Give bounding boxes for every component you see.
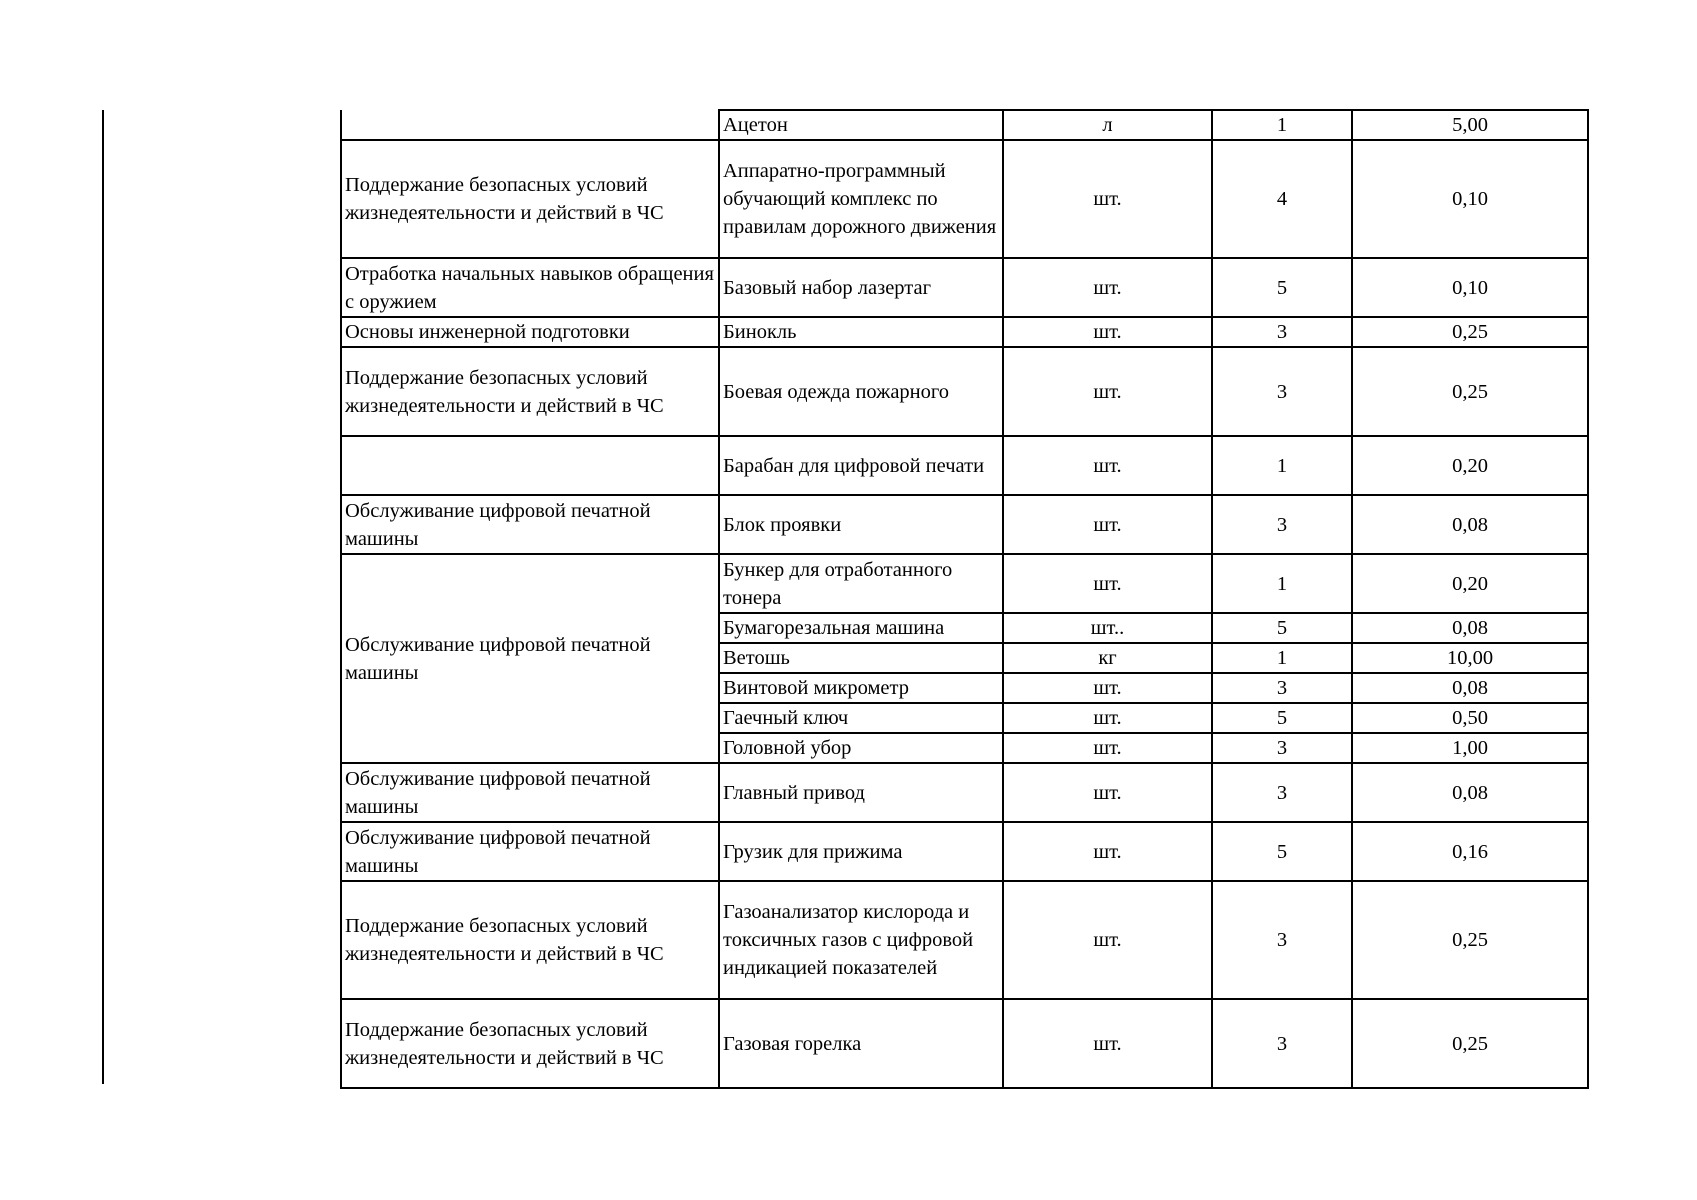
item-cell: Гаечный ключ bbox=[719, 703, 1003, 733]
item-cell: Бункер для отработанного тонера bbox=[719, 554, 1003, 613]
qty-cell: 5 bbox=[1212, 822, 1352, 881]
section-cell bbox=[341, 436, 719, 495]
unit-cell: шт. bbox=[1003, 258, 1212, 317]
unit-cell: шт. bbox=[1003, 763, 1212, 822]
item-cell: Боевая одежда пожарного bbox=[719, 347, 1003, 436]
item-cell: Газовая горелка bbox=[719, 999, 1003, 1088]
unit-cell: шт. bbox=[1003, 495, 1212, 554]
qty-cell: 3 bbox=[1212, 763, 1352, 822]
qty-cell: 4 bbox=[1212, 140, 1352, 258]
item-cell: Бумагорезальная машина bbox=[719, 613, 1003, 643]
unit-cell: шт. bbox=[1003, 999, 1212, 1088]
rate-cell: 0,25 bbox=[1352, 881, 1588, 999]
table-row bbox=[341, 258, 1588, 317]
rate-cell: 0,08 bbox=[1352, 613, 1588, 643]
table-row bbox=[341, 822, 1588, 881]
item-cell: Винтовой микрометр bbox=[719, 673, 1003, 703]
unit-cell: шт. bbox=[1003, 673, 1212, 703]
page-margin-line bbox=[102, 110, 104, 1084]
unit-cell: шт. bbox=[1003, 317, 1212, 347]
unit-cell: шт.. bbox=[1003, 613, 1212, 643]
unit-cell: шт. bbox=[1003, 140, 1212, 258]
qty-cell: 3 bbox=[1212, 317, 1352, 347]
unit-cell: шт. bbox=[1003, 436, 1212, 495]
item-cell: Базовый набор лазертаг bbox=[719, 258, 1003, 317]
table-row bbox=[341, 140, 1588, 258]
rate-cell: 0,10 bbox=[1352, 140, 1588, 258]
qty-cell: 5 bbox=[1212, 703, 1352, 733]
section-cell: Обслуживание цифровой печатной машины bbox=[341, 822, 719, 881]
section-cell: Поддержание безопасных условий жизнедеятельности и действий в ЧС bbox=[341, 999, 719, 1088]
section-cell: Поддержание безопасных условий жизнедеятельности и действий в ЧС bbox=[341, 881, 719, 999]
table-row bbox=[341, 495, 1588, 554]
rate-cell: 10,00 bbox=[1352, 643, 1588, 673]
qty-cell: 1 bbox=[1212, 436, 1352, 495]
unit-cell: шт. bbox=[1003, 554, 1212, 613]
rate-cell: 0,20 bbox=[1352, 436, 1588, 495]
table-row bbox=[341, 881, 1588, 999]
qty-cell: 3 bbox=[1212, 673, 1352, 703]
item-cell: Ацетон bbox=[719, 110, 1003, 140]
rate-cell: 5,00 bbox=[1352, 110, 1588, 140]
section-cell: Обслуживание цифровой печатной машины bbox=[341, 763, 719, 822]
inventory-table bbox=[340, 109, 1589, 1089]
qty-cell: 3 bbox=[1212, 495, 1352, 554]
table-row bbox=[341, 317, 1588, 347]
section-cell: Отработка начальных навыков обращения с оружием bbox=[341, 258, 719, 317]
item-cell: Барабан для цифровой печати bbox=[719, 436, 1003, 495]
item-cell: Бинокль bbox=[719, 317, 1003, 347]
rate-cell: 0,25 bbox=[1352, 999, 1588, 1088]
section-cell: Обслуживание цифровой печатной машины bbox=[341, 495, 719, 554]
rate-cell: 0,08 bbox=[1352, 495, 1588, 554]
item-cell: Блок проявки bbox=[719, 495, 1003, 554]
item-cell: Грузик для прижима bbox=[719, 822, 1003, 881]
qty-cell: 3 bbox=[1212, 999, 1352, 1088]
table-row bbox=[341, 763, 1588, 822]
qty-cell: 1 bbox=[1212, 554, 1352, 613]
qty-cell: 3 bbox=[1212, 347, 1352, 436]
rate-cell: 0,08 bbox=[1352, 763, 1588, 822]
qty-cell: 5 bbox=[1212, 613, 1352, 643]
qty-cell: 3 bbox=[1212, 733, 1352, 763]
unit-cell: л bbox=[1003, 110, 1212, 140]
table-row bbox=[341, 554, 1588, 613]
rate-cell: 0,10 bbox=[1352, 258, 1588, 317]
item-cell: Ветошь bbox=[719, 643, 1003, 673]
rate-cell: 0,25 bbox=[1352, 317, 1588, 347]
item-cell: Аппаратно-программный обучающий комплекс по правилам дорожного движения bbox=[719, 140, 1003, 258]
section-cell: Обслуживание цифровой печатной машины bbox=[341, 554, 719, 763]
unit-cell: шт. bbox=[1003, 881, 1212, 999]
section-cell: Основы инженерной подготовки bbox=[341, 317, 719, 347]
qty-cell: 3 bbox=[1212, 881, 1352, 999]
qty-cell: 1 bbox=[1212, 643, 1352, 673]
rate-cell: 0,50 bbox=[1352, 703, 1588, 733]
unit-cell: шт. bbox=[1003, 347, 1212, 436]
section-cell: Поддержание безопасных условий жизнедеятельности и действий в ЧС bbox=[341, 140, 719, 258]
qty-cell: 5 bbox=[1212, 258, 1352, 317]
table-row bbox=[341, 999, 1588, 1088]
unit-cell: шт. bbox=[1003, 822, 1212, 881]
qty-cell: 1 bbox=[1212, 110, 1352, 140]
rate-cell: 0,20 bbox=[1352, 554, 1588, 613]
rate-cell: 0,16 bbox=[1352, 822, 1588, 881]
unit-cell: шт. bbox=[1003, 703, 1212, 733]
table-row bbox=[341, 436, 1588, 495]
section-cell: Поддержание безопасных условий жизнедеятельности и действий в ЧС bbox=[341, 347, 719, 436]
item-cell: Головной убор bbox=[719, 733, 1003, 763]
item-cell: Газоанализатор кислорода и токсичных газов с цифровой индикацией показателей bbox=[719, 881, 1003, 999]
unit-cell: шт. bbox=[1003, 733, 1212, 763]
rate-cell: 0,08 bbox=[1352, 673, 1588, 703]
rate-cell: 0,25 bbox=[1352, 347, 1588, 436]
rate-cell: 1,00 bbox=[1352, 733, 1588, 763]
section-cell bbox=[341, 110, 719, 140]
item-cell: Главный привод bbox=[719, 763, 1003, 822]
unit-cell: кг bbox=[1003, 643, 1212, 673]
table-row bbox=[341, 110, 1588, 140]
table-row bbox=[341, 347, 1588, 436]
